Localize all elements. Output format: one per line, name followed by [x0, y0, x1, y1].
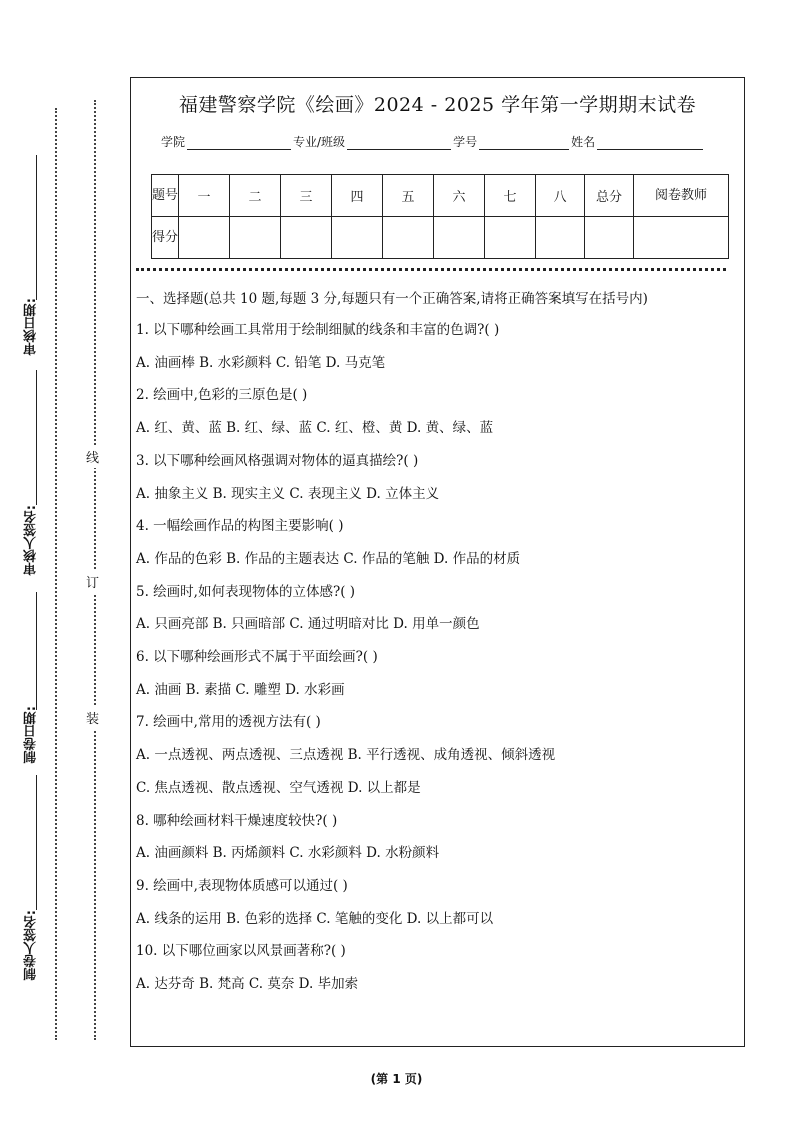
score-col-header: 八 — [536, 175, 585, 217]
name-label: 姓名 — [571, 135, 596, 149]
row-label-question-number: 题号 — [152, 175, 179, 217]
exam-title: 福建警察学院《绘画》2024 - 2025 学年第一学期期末试卷 — [178, 94, 697, 116]
question-options: A. 油画 B. 素描 C. 雕塑 D. 水彩画 — [136, 681, 345, 698]
binding-char-ding: 订 — [86, 570, 99, 593]
questions-section — [136, 288, 736, 1001]
question-text: 7. 绘画中,常用的透视方法有( ) — [136, 714, 321, 731]
margin-line-1 — [36, 155, 37, 300]
score-cell[interactable] — [281, 217, 332, 259]
binding-dotted-line-left — [55, 108, 57, 1040]
score-cell[interactable] — [332, 217, 383, 259]
question-options: C. 焦点透视、散点透视、空气透视 D. 以上都是 — [136, 779, 421, 796]
score-cell-grader[interactable] — [634, 217, 729, 259]
question-text: 3. 以下哪种绘画风格强调对物体的逼真描绘?( ) — [136, 452, 419, 469]
score-col-header: 三 — [281, 175, 332, 217]
score-col-grader: 阅卷教师 — [634, 175, 729, 217]
binding-char-xian: 线 — [86, 445, 99, 468]
score-cell[interactable] — [179, 217, 230, 259]
score-table — [151, 174, 729, 259]
question-text: 5. 绘画时,如何表现物体的立体感?( ) — [136, 583, 356, 600]
score-cell[interactable] — [485, 217, 536, 259]
question-options: A. 达芬奇 B. 梵高 C. 莫奈 D. 毕加索 — [136, 976, 359, 993]
question-text: 2. 绘画中,色彩的三原色是( ) — [136, 387, 308, 404]
reviewer-signature-label: 审核人签名: — [24, 505, 39, 576]
score-col-header: 七 — [485, 175, 536, 217]
exam-frame — [130, 77, 745, 1047]
name-field[interactable] — [597, 137, 703, 150]
page-number: (第 1 页) — [370, 1072, 423, 1086]
margin-line-4 — [36, 775, 37, 910]
score-cell[interactable] — [230, 217, 281, 259]
student-info-row — [161, 133, 705, 150]
binding-char-zhuang: 装 — [86, 706, 99, 729]
row-label-score: 得分 — [152, 217, 179, 259]
question-text: 8. 哪种绘画材料干燥速度较快?( ) — [136, 812, 338, 829]
section-separator — [136, 268, 726, 271]
college-field[interactable] — [187, 137, 291, 150]
question-options: A. 油画棒 B. 水彩颜料 C. 铅笔 D. 马克笔 — [136, 354, 386, 371]
score-col-total: 总分 — [585, 175, 634, 217]
question-options: A. 红、黄、蓝 B. 红、绿、蓝 C. 红、橙、黄 D. 黄、绿、蓝 — [136, 420, 494, 437]
score-col-header: 六 — [434, 175, 485, 217]
section-heading: 一、选择题(总共 10 题,每题 3 分,每题只有一个正确答案,请将正确答案填写在括号内) — [136, 291, 648, 307]
major-class-label: 专业/班级 — [293, 135, 346, 149]
question-options: A. 抽象主义 B. 现实主义 C. 表现主义 D. 立体主义 — [136, 485, 440, 502]
question-options: A. 只画亮部 B. 只画暗部 C. 通过明暗对比 D. 用单一颜色 — [136, 616, 480, 633]
question-text: 4. 一幅绘画作品的构图主要影响( ) — [136, 518, 344, 535]
margin-line-2 — [36, 370, 37, 505]
score-col-header: 一 — [179, 175, 230, 217]
question-text: 6. 以下哪种绘画形式不属于平面绘画?( ) — [136, 649, 378, 666]
score-cell-total[interactable] — [585, 217, 634, 259]
margin-line-3 — [36, 592, 37, 710]
score-col-header: 五 — [383, 175, 434, 217]
paper-date-label: 制卷日期: — [24, 706, 39, 764]
score-cell[interactable] — [536, 217, 585, 259]
student-id-field[interactable] — [479, 137, 569, 150]
review-date-label: 审核日期: — [24, 298, 39, 356]
question-options: A. 线条的运用 B. 色彩的选择 C. 笔触的变化 D. 以上都可以 — [136, 910, 494, 927]
score-cell[interactable] — [383, 217, 434, 259]
score-col-header: 四 — [332, 175, 383, 217]
question-options: A. 油画颜料 B. 丙烯颜料 C. 水彩颜料 D. 水粉颜料 — [136, 845, 440, 862]
question-options: A. 作品的色彩 B. 作品的主题表达 C. 作品的笔触 D. 作品的材质 — [136, 550, 521, 567]
question-text: 10. 以下哪位画家以风景画著称?( ) — [136, 943, 346, 960]
score-col-header: 二 — [230, 175, 281, 217]
major-class-field[interactable] — [347, 137, 451, 150]
question-options: A. 一点透视、两点透视、三点透视 B. 平行透视、成角透视、倾斜透视 — [136, 747, 556, 764]
paper-maker-signature-label: 制卷人签名: — [24, 910, 39, 981]
question-text: 9. 绘画中,表现物体质感可以通过( ) — [136, 877, 348, 894]
score-cell[interactable] — [434, 217, 485, 259]
college-label: 学院 — [161, 135, 186, 149]
question-text: 1. 以下哪种绘画工具常用于绘制细腻的线条和丰富的色调?( ) — [136, 322, 500, 338]
student-id-label: 学号 — [453, 135, 478, 149]
